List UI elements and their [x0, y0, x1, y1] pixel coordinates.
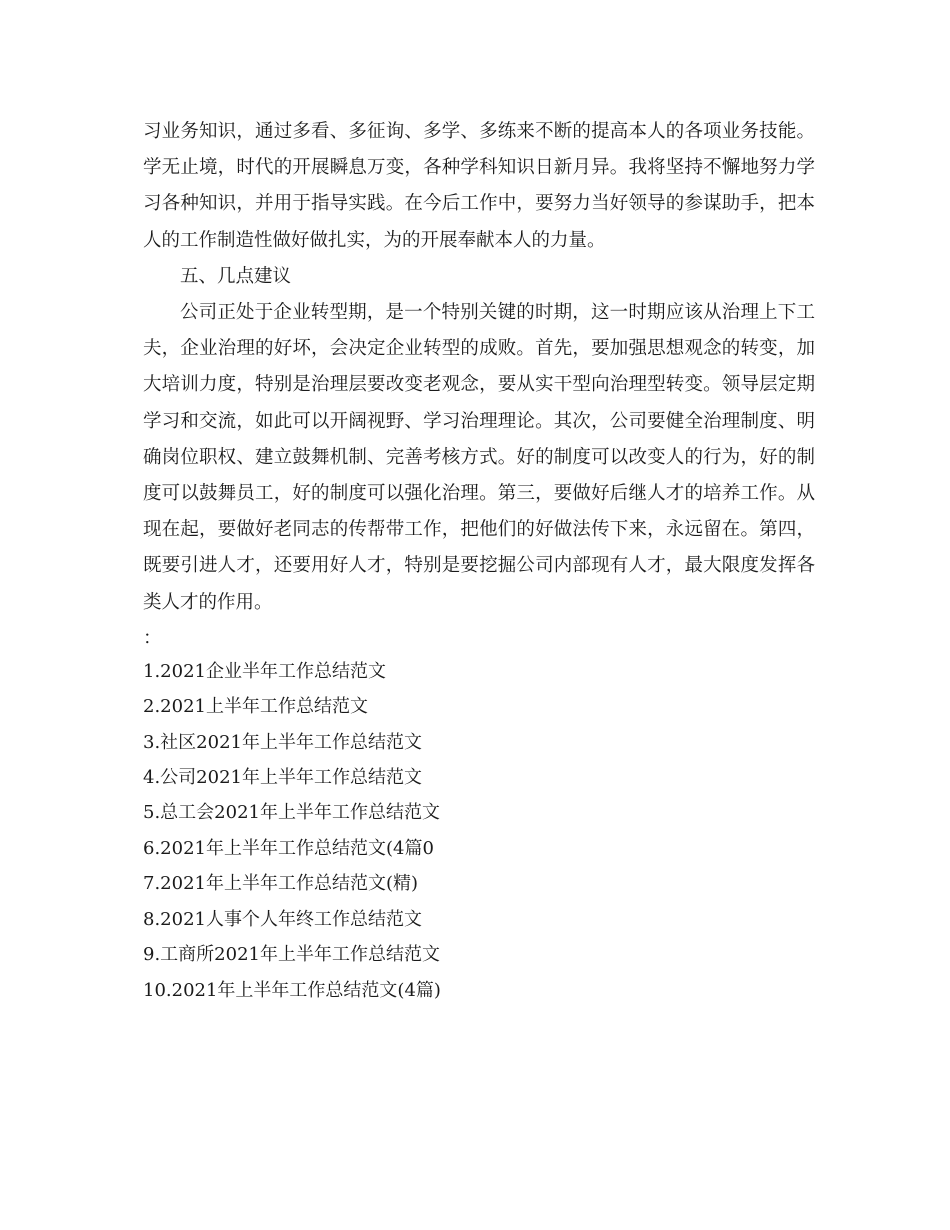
- related-article-item[interactable]: 1.2021企业半年工作总结范文: [143, 660, 386, 682]
- related-article-item[interactable]: 6.2021年上半年工作总结范文(4篇0: [143, 837, 434, 859]
- related-article-item[interactable]: 10.2021年上半年工作总结范文(4篇): [143, 979, 441, 1001]
- colon-marker: ：: [143, 627, 162, 649]
- related-article-item[interactable]: 2.2021上半年工作总结范文: [143, 696, 368, 718]
- section-heading: 五、几点建议: [180, 265, 292, 287]
- document-body: [143, 114, 815, 1008]
- related-articles-list: [143, 654, 815, 1008]
- paragraph-continuation: 习业务知识，通过多看、多征询、多学、多练来不断的提高本人的各项业务技能。学无止境，时代的开展瞬息万变，各种学科知识日新月异。我将坚持不懈地努力学习各种知识，并用于指导实践。在今后工作中，要努力当好领导的参谋助手，把本人的工作制造性做好做扎实，为的开展奉献本人的力量。: [143, 121, 815, 251]
- related-article-item[interactable]: 9.工商所2021年上半年工作总结范文: [143, 944, 440, 966]
- paragraph-suggestions: 公司正处于企业转型期，是一个特别关键的时期，这一时期应该从治理上下工夫，企业治理的好坏，会决定企业转型的成败。首先，要加强思想观念的转变，加大培训力度，特别是治理层要改变老观念，要从实干型向治理型转变。领导层定期学习和交流，如此可以开阔视野、学习治理理论。其次，公司要健全治理制度、明确岗位职权、建立鼓舞机制、完善考核方式。好的制度可以改变人的行为，好的制度可以鼓舞员工，好的制度可以强化治理。第三，要做好后继人才的培养工作。从现在起，要做好老同志的传帮带工作，把他们的好做法传下来，永远留在。第四，既要引进人才，还要用好人才，特别是要挖掘公司内部现有人才，最大限度发挥各类人才的作用。: [143, 302, 815, 613]
- related-article-item[interactable]: 3.社区2021年上半年工作总结范文: [143, 731, 422, 753]
- related-article-item[interactable]: 7.2021年上半年工作总结范文(精): [143, 873, 419, 895]
- related-article-item[interactable]: 5.总工会2021年上半年工作总结范文: [143, 802, 440, 824]
- related-article-item[interactable]: 4.公司2021年上半年工作总结范文: [143, 767, 422, 789]
- related-article-item[interactable]: 8.2021人事个人年终工作总结范文: [143, 908, 422, 930]
